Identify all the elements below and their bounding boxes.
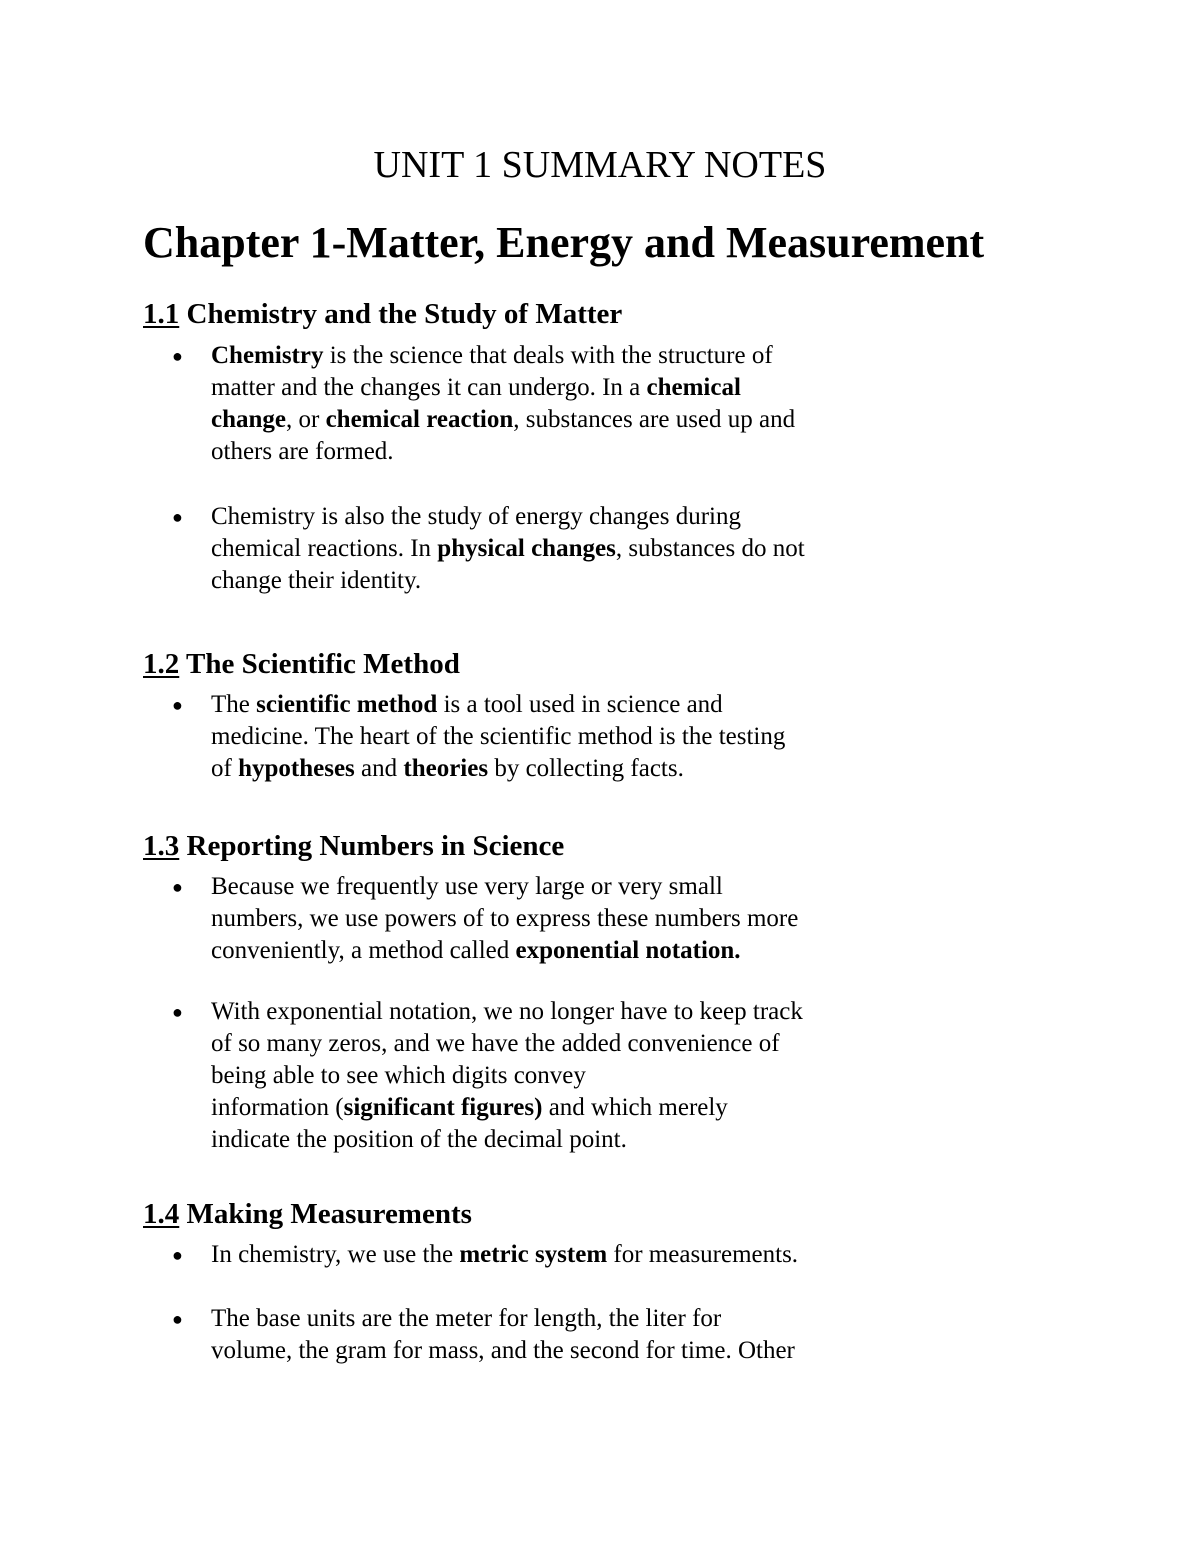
text-run: and <box>354 755 404 782</box>
bold-term: metric system <box>459 1241 608 1268</box>
text-run: by collecting facts. <box>488 755 684 782</box>
text-run: and which merely <box>542 1094 728 1121</box>
bullet-item <box>172 340 892 468</box>
text-run: , substances are used up and <box>513 406 796 433</box>
bullet-line <box>211 436 394 468</box>
text-run: volume, the gram for mass, and the second for time. Other <box>211 1337 795 1364</box>
bold-term: hypotheses <box>238 755 355 782</box>
text-run: , substances do not <box>615 535 805 562</box>
text-run: The base units are the meter for length, the liter for <box>211 1305 722 1332</box>
bold-term: significant figures) <box>343 1094 543 1121</box>
bullet-line <box>211 1124 627 1156</box>
text-run: Because we frequently use very large or very small <box>211 873 723 900</box>
text-run: With exponential notation, we no longer have to keep track <box>211 998 803 1025</box>
bullet-line <box>211 340 773 372</box>
section-title: Chemistry and the Study of Matter <box>179 298 623 330</box>
section-heading <box>143 1197 472 1231</box>
bullet-line <box>211 996 803 1028</box>
bullet-line <box>211 1060 586 1092</box>
bullet-item <box>172 501 892 597</box>
bullet-line <box>211 1092 728 1124</box>
text-run: conveniently, a method called <box>211 937 516 964</box>
bullet-icon: ● <box>172 1245 183 1265</box>
section-title: Making Measurements <box>179 1198 472 1230</box>
bullet-line <box>211 1335 795 1367</box>
section-number: 1.2 <box>143 648 180 680</box>
bullet-icon: ● <box>172 1309 183 1329</box>
text-run: of so many zeros, and we have the added convenience of <box>211 1030 780 1057</box>
section-heading <box>143 297 622 331</box>
bullet-icon: ● <box>172 346 183 366</box>
bold-term: change <box>211 406 286 433</box>
bullet-item <box>172 689 892 785</box>
bullet-line <box>211 1028 780 1060</box>
bullet-item <box>172 1239 892 1271</box>
text-run: of <box>211 755 239 782</box>
bold-term: physical changes <box>437 535 616 562</box>
text-run: being able to see which digits convey <box>211 1062 586 1089</box>
bullet-icon: ● <box>172 695 183 715</box>
text-run: chemical reactions. In <box>211 535 438 562</box>
text-run: numbers, we use powers of to express these numbers more <box>211 905 799 932</box>
text-run: for measurements. <box>607 1241 799 1268</box>
bullet-icon: ● <box>172 877 183 897</box>
bullet-icon: ● <box>172 507 183 527</box>
text-run: The <box>211 691 257 718</box>
bold-term: chemical <box>646 374 741 401</box>
bullet-line <box>211 565 421 597</box>
section-heading <box>143 829 564 863</box>
text-run: change their identity. <box>211 567 422 594</box>
bullet-line <box>211 903 798 935</box>
bold-term: chemical reaction <box>325 406 514 433</box>
bullet-line <box>211 501 741 533</box>
text-run: is the science that deals with the structure of <box>323 342 773 369</box>
bullet-line <box>211 1239 798 1271</box>
bullet-line <box>211 871 723 903</box>
bold-term: Chemistry <box>211 342 324 369</box>
text-run: information ( <box>211 1094 344 1121</box>
section-heading <box>143 647 460 681</box>
bullet-line <box>211 753 684 785</box>
bullet-line <box>211 689 723 721</box>
text-run: , or <box>286 406 326 433</box>
bullet-icon: ● <box>172 1002 183 1022</box>
bullet-item <box>172 996 892 1156</box>
bullet-item <box>172 871 892 967</box>
text-run: Chemistry is also the study of energy changes during <box>211 503 742 530</box>
document-title: UNIT 1 SUMMARY NOTES <box>373 144 827 186</box>
section-title: Reporting Numbers in Science <box>179 830 565 862</box>
bullet-item <box>172 1303 892 1367</box>
text-run: matter and the changes it can undergo. In a <box>211 374 647 401</box>
section-number: 1.1 <box>143 298 180 330</box>
text-run: indicate the position of the decimal point. <box>211 1126 627 1153</box>
chapter-title: Chapter 1-Matter, Energy and Measurement <box>143 218 985 267</box>
bullet-line <box>211 404 795 436</box>
section-number: 1.3 <box>143 830 180 862</box>
text-run: medicine. The heart of the scientific method is the testing <box>211 723 786 750</box>
bullet-line <box>211 372 741 404</box>
bullet-line <box>211 721 785 753</box>
text-run: others are formed. <box>211 438 394 465</box>
text-run: In chemistry, we use the <box>211 1241 460 1268</box>
bold-term: scientific method <box>256 691 438 718</box>
bold-term: theories <box>403 755 489 782</box>
bold-term: exponential notation. <box>515 937 741 964</box>
bullet-line <box>211 935 741 967</box>
section-number: 1.4 <box>143 1198 180 1230</box>
bullet-line <box>211 533 805 565</box>
text-run: is a tool used in science and <box>437 691 723 718</box>
bullet-line <box>211 1303 721 1335</box>
section-title: The Scientific Method <box>179 648 460 680</box>
